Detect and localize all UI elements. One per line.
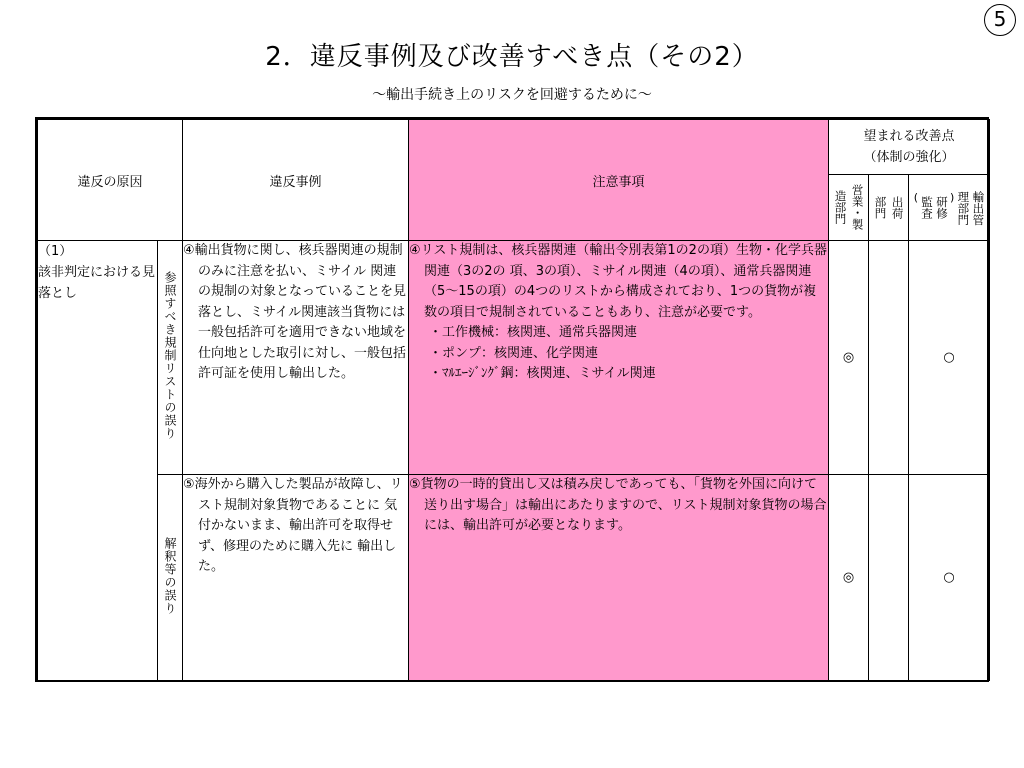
page-title: 2．違反事例及び改善すべき点（その2） (265, 42, 759, 72)
mark-export-control: ○ (909, 475, 990, 681)
note-bullet: ・工作機械：核関連、通常兵器関連 (429, 325, 638, 340)
sub-cause-cell (158, 241, 183, 475)
page-number-badge: 5 (984, 4, 1016, 36)
header-improvement-line2: （体制の強化） (863, 150, 955, 165)
header-row-1 (38, 120, 990, 175)
cause-cell (38, 241, 158, 681)
violation-table (35, 117, 989, 682)
mark-export-control: ○ (909, 241, 990, 475)
header-dept-shipping-col2: 出荷 (890, 195, 905, 219)
cause-text: 該非判定における見落とし (38, 265, 156, 301)
header-dept-sales-mfg (829, 175, 869, 241)
sub-cause-text: 解釈等の誤り (163, 536, 177, 615)
mark-sales: ◎ (829, 475, 869, 681)
header-dept-audit-col3: 理部門 (956, 190, 971, 226)
header-dept-shipping (869, 175, 909, 241)
header-improvement-line1: 望まれる改善点 (863, 129, 955, 144)
header-dept-mfg-col2: 営業・製 (850, 184, 865, 230)
note-bullet: ・ﾏﾙｴｰｼﾞﾝｸﾞ鋼：核関連、ミサイル関連 (429, 366, 656, 381)
note-bullet: ・ポンプ：核関連、化学関連 (429, 345, 599, 361)
header-dept-export-control (909, 175, 990, 241)
note-cell (409, 475, 829, 681)
case-text: ⑤海外から購入した製品が故障し、リスト規制対象貨物であることに 気付かないまま、輸出許可を取得せず、修理のために購入先に 輸出した。 (183, 477, 403, 574)
case-cell (183, 475, 409, 681)
note-cell (409, 241, 829, 475)
header-case: 違反事例 (183, 120, 409, 241)
header-improvement (829, 120, 990, 175)
note-main-text: ⑤貨物の一時的貸出し又は積み戻しであっても、「貨物を外国に向けて送り出す場合」は輸出にあたりますので、リスト規制対象貨物の場合には、輸出許可が必要となります。 (409, 477, 827, 533)
note-main-text: ④リスト規制は、核兵器関連（輸出令別表第1の2の項）生物・化学兵器関連（3の2の 項、3の項）、ミサイル関連（4の項）、通常兵器関連（5～15の項）の4つのリストから構成されており、1つの貨物が複数の項目で規制されていることもあり、注意が必要です。 (409, 243, 827, 320)
mark-sales: ◎ (829, 241, 869, 475)
sub-cause-cell (158, 475, 183, 681)
table-row (38, 475, 990, 681)
paren-open-icon: ( (913, 191, 919, 204)
header-dept-mfg-col1: 造部門 (833, 189, 848, 225)
header-dept-shipping-col1: 部門 (873, 195, 888, 219)
case-text: ④輸出貨物に関し、核兵器関連の規制のみに注意を払い、ミサイル 関連の規制の対象となっていることを見落とし、ミサイル関連該当貨物には一般包括許可を適用できない地域を仕向地とした取引に対し、一般包括許可証を使用し輸出した。 (183, 243, 407, 381)
table-row (38, 241, 990, 475)
cause-number: （1） (38, 244, 73, 259)
header-dept-audit-col2: 研修 (935, 195, 950, 219)
header-cause: 違反の原因 (38, 120, 183, 241)
paren-close-icon: ) (950, 191, 955, 204)
mark-shipping (869, 241, 909, 475)
mark-shipping (869, 475, 909, 681)
sub-cause-text: 参照すべき規制リストの誤り (163, 271, 177, 440)
header-dept-audit-col1: 監査 (920, 195, 935, 219)
header-dept-audit-col4: 輸出管 (971, 190, 986, 226)
header-note: 注意事項 (409, 120, 829, 241)
page-subtitle: ～輸出手続き上のリスクを回避するために～ (372, 87, 652, 103)
case-cell (183, 241, 409, 475)
